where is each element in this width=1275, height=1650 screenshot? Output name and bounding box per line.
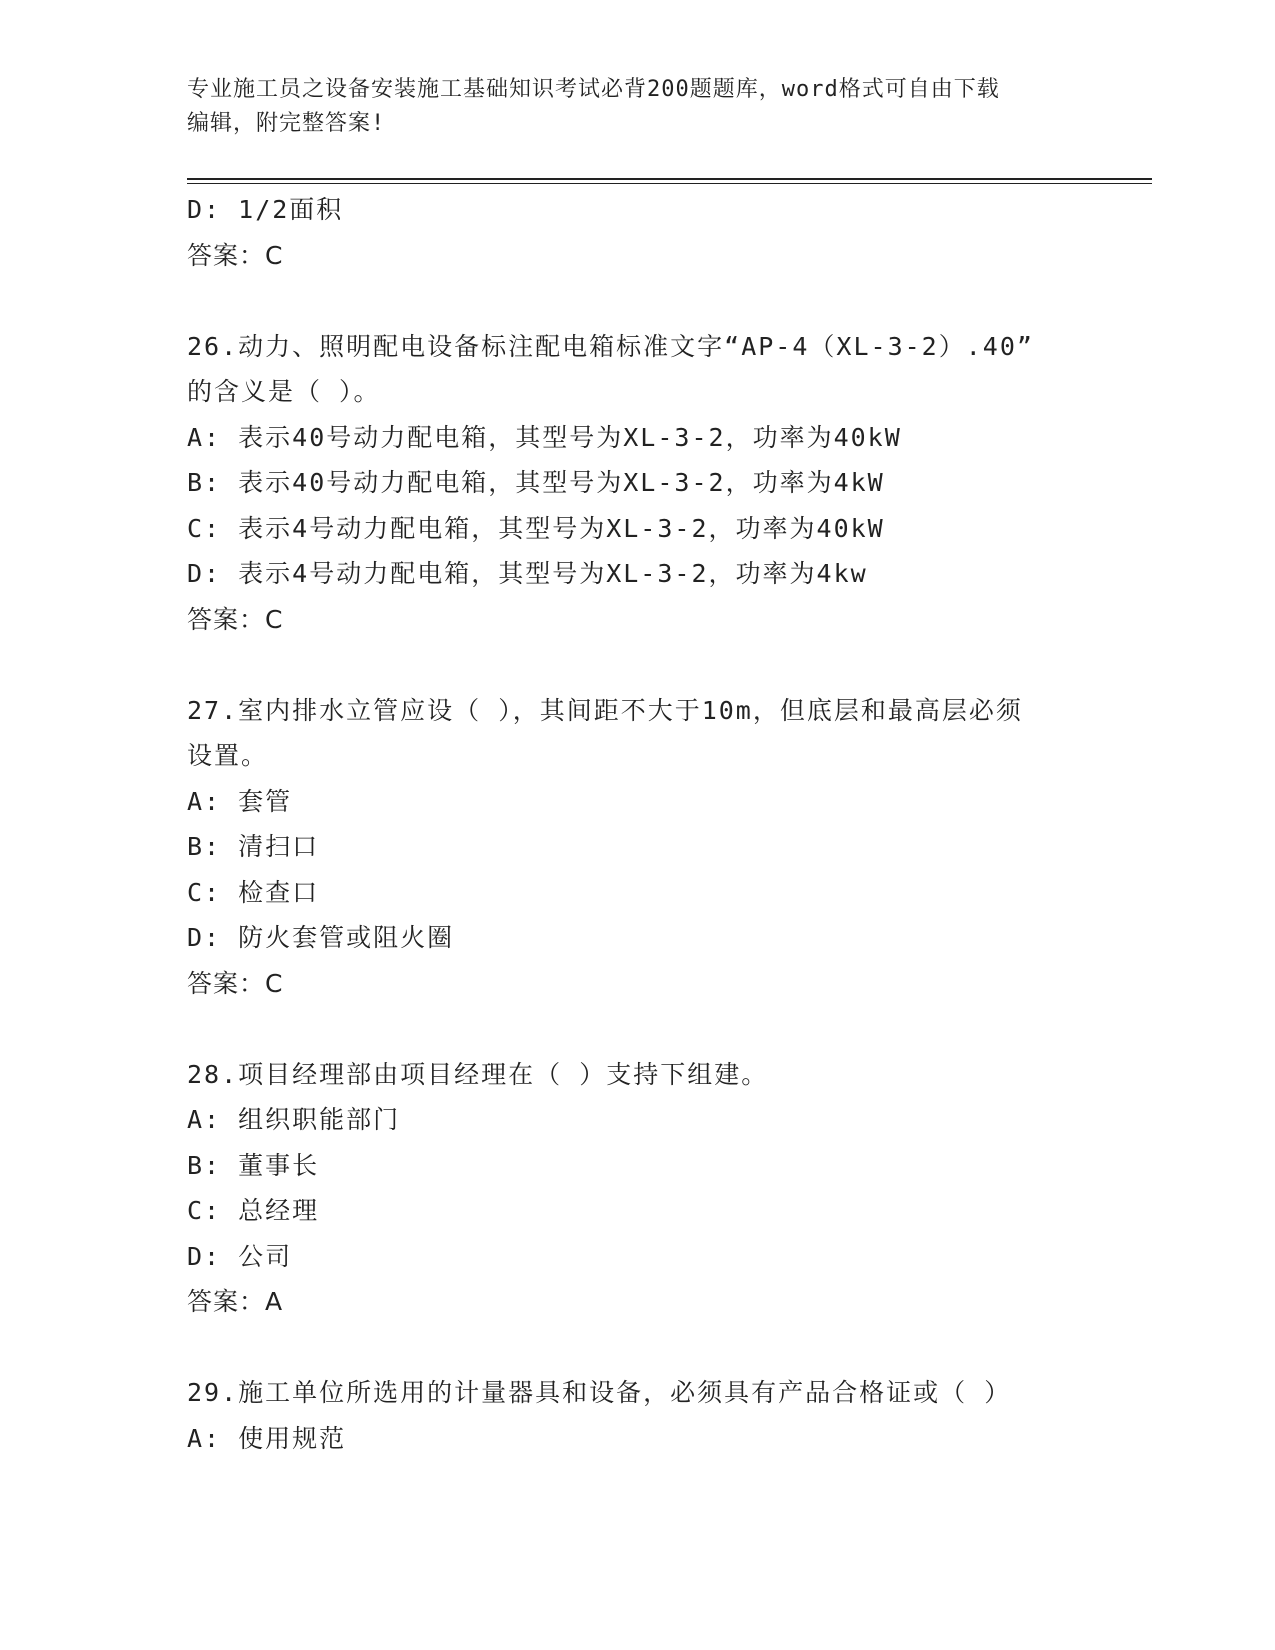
header-divider-thin — [187, 183, 1152, 184]
answer-line: 答案：C — [187, 604, 284, 634]
option-c: C: 检查口 — [187, 877, 320, 907]
question-28 — [187, 1052, 1147, 1325]
option-a: A: 表示40号动力配电箱，其型号为XL-3-2，功率为40kW — [187, 422, 902, 452]
question-stem: 29.施工单位所选用的计量器具和设备，必须具有产品合格证或（ ） — [187, 1378, 1012, 1407]
option-d: D: 防火套管或阻火圈 — [187, 923, 455, 952]
question-26 — [187, 324, 1147, 643]
spacer — [187, 1006, 1147, 1052]
carryover-question — [187, 187, 1147, 278]
option-d: D: 表示4号动力配电箱，其型号为XL-3-2，功率为4kw — [187, 559, 868, 588]
option-b: B: 清扫口 — [187, 832, 320, 861]
spacer — [187, 642, 1147, 688]
question-stem: 28.项目经理部由项目经理在（ ）支持下组建。 — [187, 1059, 769, 1089]
option-c: C: 表示4号动力配电箱，其型号为XL-3-2，功率为40kW — [187, 513, 885, 543]
option-d: D: 公司 — [187, 1241, 293, 1271]
question-list — [187, 187, 1147, 1461]
option-a: A: 组织职能部门 — [187, 1105, 401, 1134]
option-d: D: 1/2面积 — [187, 195, 344, 224]
question-stem-continued: 设置。 — [187, 741, 269, 770]
option-a: A: 使用规范 — [187, 1423, 347, 1453]
option-a: A: 套管 — [187, 786, 293, 816]
question-29 — [187, 1370, 1147, 1461]
question-stem: 26.动力、照明配电设备标注配电箱标准文字“AP-4（XL-3-2）.40” — [187, 331, 1034, 361]
header-title-line-1: 专业施工员之设备安装施工基础知识考试必背200题题库，word格式可自由下载 — [187, 77, 1000, 102]
option-b: B: 表示40号动力配电箱，其型号为XL-3-2，功率为4kW — [187, 468, 885, 497]
answer-line: 答案：A — [187, 1287, 284, 1316]
spacer — [187, 278, 1147, 324]
option-b: B: 董事长 — [187, 1150, 320, 1180]
spacer — [187, 1325, 1147, 1371]
question-stem: 27.室内排水立管应设（ ），其间距不大于10m，但底层和最高层必须 — [187, 695, 1023, 725]
answer-line: 答案：C — [187, 968, 284, 998]
answer-line: 答案：C — [187, 240, 284, 270]
question-stem-continued: 的含义是（ ）。 — [187, 377, 381, 406]
document-header — [187, 73, 1087, 141]
question-27 — [187, 688, 1147, 1007]
header-title-line-2: 编辑，附完整答案! — [187, 111, 386, 136]
option-c: C: 总经理 — [187, 1196, 320, 1225]
header-divider-thick — [187, 178, 1152, 180]
